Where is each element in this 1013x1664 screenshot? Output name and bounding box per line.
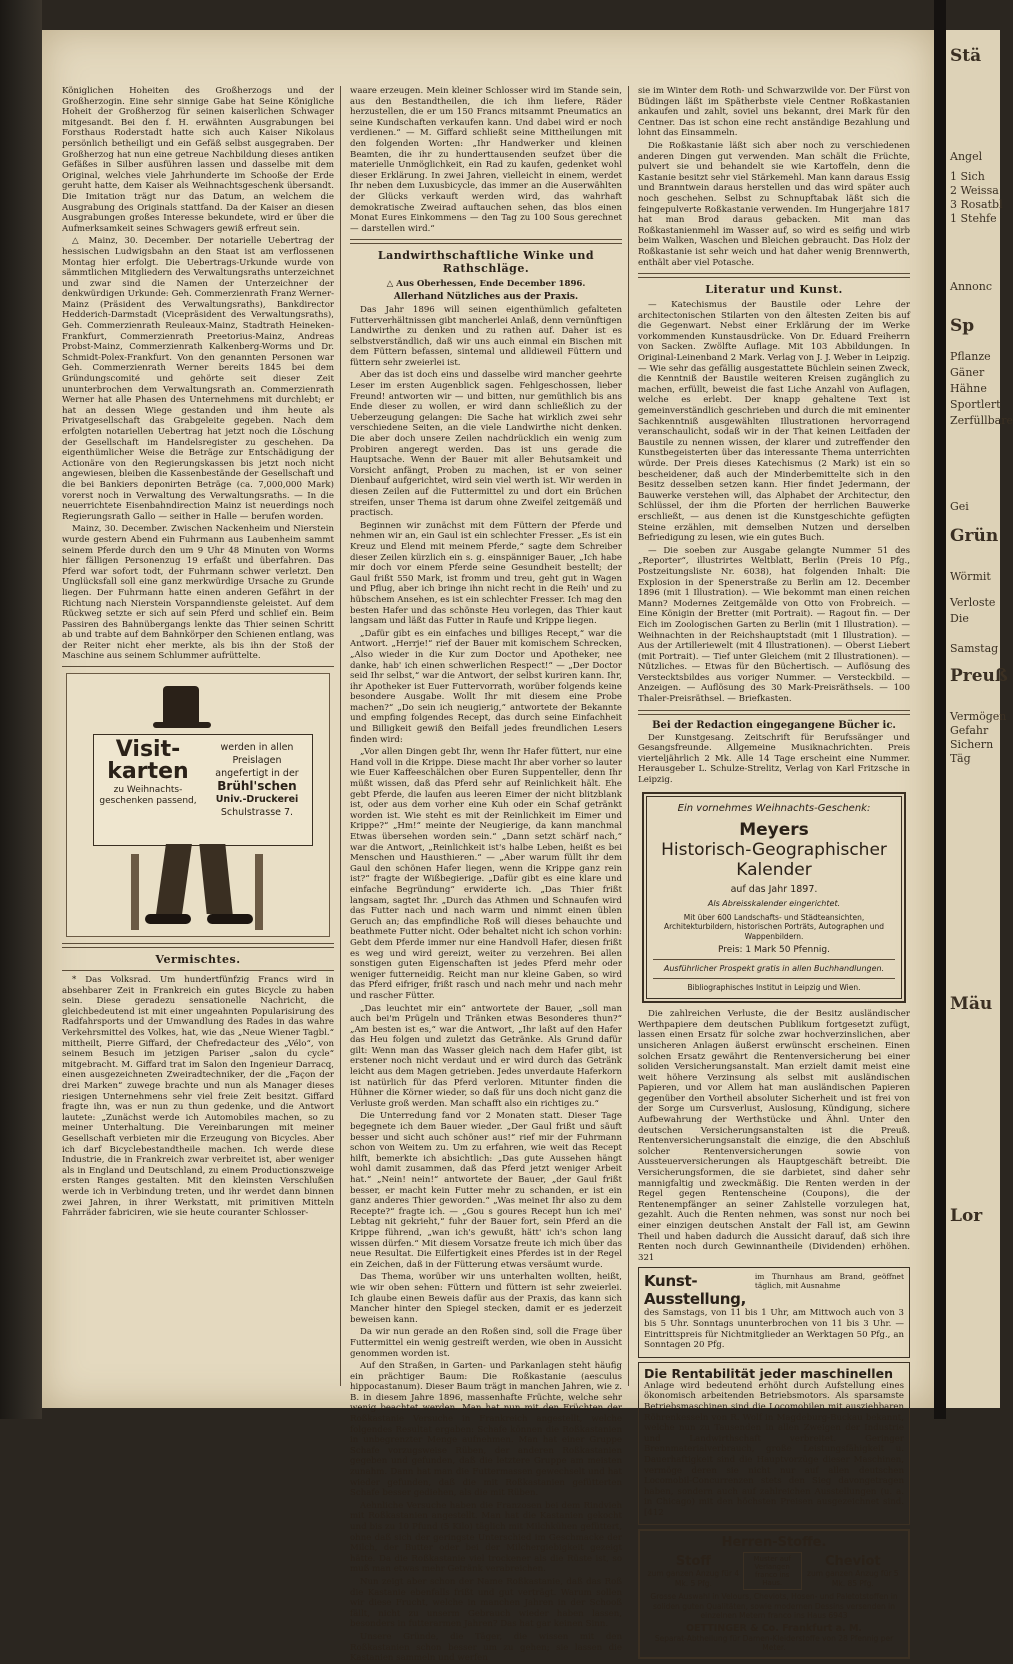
- article-paragraph: waare erzeugen. Mein kleiner Schlosser wird im Stande sein, aus den Bestandtheilen, die ich ihm liefere, Räder herzustellen, die er um 150 Francs mitsammt Pneumatics an seine Kundschaften verkaufen kann. Und dabei wird er noch verdienen.“ — M. Giffard schließt seine Mittheilungen mit den folgenden Worten: „Ihr Handwerker und kleinen Beamten, die ihr zu hunderttausenden seufzet über die materielle Unmöglichkeit, ein Rad zu kaufen, gedenket wohl dieser Erklärung. In zwei Jahren, vielleicht in einem, werdet Ihr neben dem Luxusbicycle, das immer an die Auserwählten der Glücks verkauft werden wird, das wahrhaft demokratische Zweirad auftauchen sehen, das blos einen Monat Eures Einkommens — den Tag zu 100 Sous gerechnet — darstellen wird.“: [350, 86, 622, 234]
- article-paragraph: Die zahlreichen Verluste, die der Besitz ausländischer Werthpapiere dem deutschen Publikum fortgesetzt zufügt, lassen einen Ersatz für solche zwar hochverzinslichen, aber unsicheren Anlagen äußerst erwünscht erscheinen. Einen solchen Ersatz gewährt die Rentenversicherung bei einer soliden Versicherungsanstalt. Man erzielt damit meist eine weit höhere Verzinsung als selbst mit ausländischen Papieren, und vor Allem hat man ausländischen Papieren gegenüber den Vortheil absoluter Sicherheit und ist frei von der Sorge um Cursverlust, Auslosung, Kündigung, sichere Aufbewahrung der Werthstücke und Ähnl. Unter den deutschen Versicherungsanstalten ist die Preuß. Rentenversicherungsanstalt die einzige, die den Abschluß solcher Rentenversicherungen sowie von Aussteuerversicherungen als Hauptgeschäft betreibt. Die Versicherungsformen, die sie darbietet, sind daher sehr mannigfaltig und zweckmäßig. Die Renten werden in der Regel gegen Rentenscheine (Coupons), die der Rentenempfänger an seiner Zahlstelle vorzulegen hat, gezahlt. Auch die Renten nehmen, was sonst nur noch bei einer einzigen deutschen Anstalt der Fall ist, am Gewinn Theil und haben dadurch die Aussicht darauf, daß sich ihre Renten noch durch Gewinnantheile (Dividenden) erhöhen. 321: [638, 1009, 910, 1263]
- meyers-description: Mit über 600 Landschafts- und Städteansichten, Architekturbildern, historischen Porträts, Autographen und Wappenbildern.: [664, 912, 884, 941]
- divider: [653, 978, 895, 979]
- hat-brim: [153, 722, 211, 728]
- rent-title: Die Rentabilität jeder maschinellen: [644, 1365, 893, 1381]
- fragment-text: Die: [950, 612, 969, 625]
- article-paragraph: Aber das ist doch eins und dasselbe wird mancher geehrte Leser im ersten Augenblick sagen. Fehlgeschossen, lieber Freund! antworten wir — und bitten, nur gemüthlich bis ans Ende dieser zu wollen, er wird dann schließlich zu der Ueberzeugung gelangen: Die Sache hat wirklich zwei sehr verschiedene Seiten, an die viele Landwirthe nicht denken. Die aber doch unsere Zeilen nachdrücklich ein wenig zum Probiren angeregt werden. Das ist uns gerade die Hauptsache. Wenn der Bauer mit aller Behutsamkeit und Vorsicht anfängt, Proben zu machen, ist er von seiner Dienbauf aufgerichtet, wird sein viel werth ist. Wir werden in diesen Zeilen auf die Futtermittel zu und dort ein Brüchen streifen, unser Thema ist darum ohne Zweifel zeitgemäß und practisch.: [350, 370, 622, 519]
- fragment-text: 3 Rosatbl: [950, 198, 1003, 211]
- ad-address: Schulstrasse 7.: [220, 807, 294, 819]
- section-title-buecher: Bei der Redaction eingegangene Bücher ic.: [652, 719, 896, 731]
- article-paragraph: sie im Winter dem Roth- und Schwarzwilde vor. Der Fürst von Büdingen läßt im Spätherbste viele Centner Roßkastanien ankaufen und zahlt, soviel uns bekannt, drei Mark für den Centner. Das ist schon eine recht anständige Bezahlung und lohnt das Einsammeln.: [638, 86, 910, 139]
- column-3: [638, 86, 910, 1653]
- reading-man-illustration: [127, 844, 267, 930]
- article-paragraph: Das Jahr 1896 will seinen eigenthümlich gefalteten Futterverhältnissen gibt mancherlei Anlaß, denn vernünftigen Landwirthe zu denken und zu rathen auf. Daher ist es selbstverständlich, daß wir uns auch einmal ein Bischen mit dem Füttern befassen, sintemal und alldieweil Füttern und füttern sehr zweierlei ist.: [350, 304, 622, 368]
- article-paragraph: * Das Volksrad. Um hundertfünfzig Francs wird in absehbarer Zeit in Frankreich ein gutes Bicycle zu haben sein. Diese geradezu sensationelle Nachricht, die gleichbedeutend ist mit einer ungeahnten Popularisirung des Radfahrsports und der Umwandlung des Rades in das wahre Verkehrsmittel des Volkes, hat, wie das „Neue Wiener Tagbl.“ mittheilt, Pierre Giffard, der Chefredacteur des „Vélo“, von seinem Besuch im jetzigen Pariser „salon du cycle“ mitgebracht. M. Giffard trat im Salon den Ingenieur Darracq, einen ausgezeichneten Zweiradtechniker, der die „Façon der drei Marken“ zuwege brachte und nun als Manager dieses riesigen Unternehmens sehr viel freie Zeit besitzt. Giffard fragte ihn, was er nun zu thun gedenke, und die Antwort lautete: „Zunächst werde ich Automobiles machen, so zu meiner Unterhaltung. Die Vereinbarungen mit meiner Gesellschaft verbieten mir die Erzeugung von Bicycles. Aber ich darf Bicyclebestandtheile machen. Ich werde diese Industrie, die in Frankreich zwar verbreitet ist, aber weniger als in England und Deutschland, zu einem Productionszweige ersten Ranges gestalten. Mit den kleinsten Verschlußen werde ich in Verbindung treten, und ihr werdet dann binnen zwei Jahren, in ihrer Werkstatt, mit primitiven Mitteln Fahrräder fabriciren, wie sie heute couranter Schlosser-: [62, 975, 334, 1219]
- meyers-subtitle: Historisch-Geographischer Kalender: [661, 839, 887, 880]
- article-subtitle: Allerhand Nützliches aus der Praxis.: [393, 291, 579, 302]
- fragment-text: Wörmit: [950, 570, 991, 583]
- ad-right-text: werden in allen Preislagen angefertigt in der: [215, 742, 299, 780]
- herren-offer-row: [644, 1552, 904, 1590]
- herren-sub: Separat-Abtheilung für Damen-Kleiderstoffe von 28 Pfennig per Meter.: [654, 1633, 894, 1653]
- ad-right-panel: [206, 741, 308, 819]
- kunst-body: des Samstags, von 11 bis 1 Uhr, am Mittwoch auch von 3 bis 5 Uhr. Sonntags ununterbrochen von 11 bis 3 Uhr. — Eintrittspreis für Nichtmitglieder an Werktagen 50 Pfg., an Sonntagen 20 Pfg.: [644, 1308, 904, 1351]
- fragment-text: Verloste: [950, 596, 996, 609]
- fragment-text: Vermögen: [950, 710, 1007, 723]
- meyers-title: Meyers: [739, 819, 809, 840]
- column-rule: [628, 86, 629, 1386]
- fragment-text: Gäner: [950, 366, 985, 379]
- muster-box: Muster auf Verlangen franco ins Haus.: [743, 1552, 802, 1590]
- divider: [62, 970, 334, 971]
- fragment-text: Preuß: [950, 666, 1008, 686]
- article-paragraph: Die Roßkastanie läßt sich aber noch zu verschiedenen anderen Dingen gut verwenden. Man schält die Früchte, pulvert sie und behandelt sie wie Kartoffeln, denn die Kastanie besitzt sehr viel Stärkemehl. Man kann daraus Essig und Branntwein daraus herstellen und das wird später auch noch geschehen. Selbst zu Schnupftabak läßt sich die feingepulverte Roßkastanie verwenden. Im Hungerjahre 1817 hat man Brod daraus gebacken. Mit man das Roßkastanienmehl im Wasser auf, so wird es seifig und wirb beim Walken, Waschen und Bleichen gebraucht. Das Holz der Roßkastanie ist sehr weich und hat daher wenig Brennwerth, enthält aber viel Potasche.: [638, 140, 910, 268]
- article-paragraph: Auf den Straßen, in Garten- und Parkanlagen steht häufig ein prächtiger Baum: Die Roßkastanie (aesculus hippocastanum). Dieser Baum trägt in manchen Jahren, wie z. B. in diesem Jahre 1896, massenhafte Früchte, welche sehr wenig beachtet werden. Man hat nun mit den Früchten der Roßkastanie Versuche in Frankreich angestellt, welche folgendes Resultat ergaben: Schafe können die Roßkastanien in unbegrenzter Menge aufnehmen. Man hat einer Gruppe Schafe vorzugsweise Rüben, der anderen Roßkastanien gegeben und gefunden, daß die letztere Gruppe am meisten zunahm. Dann hat man die Futtermassen gewechselt und hat wieder gefunden, daß die mit Roßkastanien gefütterten Schafe besser gediehen, als die mit Rüben.: [350, 1361, 622, 1499]
- leg-shape: [199, 844, 232, 914]
- herren-title: Herren-Stoffe.: [721, 1535, 827, 1551]
- column-2: [350, 86, 622, 1664]
- fragment-text: 1 Sich: [950, 170, 985, 183]
- herren-description: Grosse Auswahl in Velours, Cheviots, Hosen- und Paletotstoffen in soliden guten Qualitäten, sowie modernen Dessins versenden in einzelnen Metern franco ins Haus 6943: [650, 1592, 898, 1621]
- section-title-literatur: Literatur und Kunst.: [705, 283, 843, 297]
- shoe-shape: [145, 914, 191, 924]
- fragment-text: 2 Weissa: [950, 184, 999, 197]
- herren-stoffe-advertisement: [638, 1529, 910, 1659]
- adjacent-page-fragment: [946, 30, 1013, 1408]
- divider: [653, 959, 895, 960]
- section-title-vermischtes: Vermischtes.: [155, 953, 241, 967]
- meyers-prospekt: Ausführlicher Prospekt gratis in allen Buchhandlungen.: [663, 964, 885, 974]
- article-paragraph: Der Kunstgesang. Zeitschrift für Berufssänger und Gesangsfreunde. Allgemeine Musiknachrichten. Preis vierteljährlich 2 Mk. Alle 14 Tage erscheint eine Nummer. Herausgeber L. Schulze-Strelitz, Verlag von Karl Fritzsche in Leipzig.: [638, 732, 910, 786]
- fragment-text: Hähne: [950, 382, 987, 395]
- article-paragraph: Die Unterredung fand vor 2 Monaten statt. Dieser Tage begegnete ich dem Bauer wieder. „Der Gaul frißt und säuft besser und sicht auch schöner aus!“ rief mir der Fuhrmann schon von Weitem zu. Um zu erfahren, wie weit das Recept hilft, bemerkte ich absichtlich: „Das gute Aussehen hängt wohl damit zusammen, daß das Pferd jetzt weniger Arbeit hat.“ „Nein! nein!“ antwortete der Bauer, „der Gaul frißt besser, er macht kein Futter mehr zu schanden, er ist ein ganz anderes Thier geworden.“ „Was meinet Ihr also zu dem Recepte?“ fragte ich. — „Gou s goures Recept hun ich mei' Lebtag nit gekrieht,“ fuhr der Bauer fort, sein Pferd an die Krippe führend, „wan ich's gewußt, hätt' ich's schon lang wissen dürfen.“ Mit diesem Vorsatze freute ich mich über das neue Resultat. Die Eilfertigkeit eines Pferdes ist in der Regel ein Zeichen, daß in der Fütterung etwas versäumt wurde.: [350, 1111, 622, 1270]
- kunst-title: Kunst-Ausstellung,: [644, 1272, 746, 1309]
- article-paragraph: Beginnen wir zunächst mit dem Füttern der Pferde und nehmen wir an, ein Gaul ist ein schlechter Fresser. „Es ist ein Kreuz und Elend mit meinem Pferde,“ sagte dem Schreiber dieser Zeilen kürzlich ein s. g. einspänniger Bauer, „Ich habe mir doch vor einem Pferde seine Gesundheit bestellt; der Gaul frißt 550 Mark, ist fromm und treu, geht gut in Wagen und Pflug, aber ich bringe ihn nicht recht in die Reih' und zu hübschem Ansehen, es ist ein schlechter Fresser. Ich mag den besten Hafer und das schönste Heu vorlegen, das Thier kaut langsam und läßt das Futter in Raufe und Krippe liegen.: [350, 520, 622, 627]
- article-paragraph: „Dafür gibt es ein einfaches und billiges Recept,“ war die Antwort. „Herrje!“ rief der Bauer mit komischem Schrecken, „Also wieder in die Kur zum Doctor und Apotheker, nee danke, hab' ich einen schwerlichen Respect!“ — „Der Doctor seid Ihr selbst,“ war die Antwort, der selbst kuriren kann. Ihr, ihr Apotheker ist Euer Futtervorrath, worüber folgends keine besondere Ausgabe. Wollt Ihr mit diesem eine Probe machen?“ „Do sein ich neugierig,“ antwortete der Bekannte und empfing folgendes Recept, das durch seine Einfachheit und Billigkeit gewiß den Beifall jedes freundlichen Lesers finden wird:: [350, 628, 622, 745]
- shoe-shape: [207, 914, 253, 924]
- ad-word-2: karten: [107, 759, 189, 785]
- double-divider: [350, 239, 622, 244]
- page-gutter: [934, 0, 946, 1419]
- fragment-text: Zerfüllbare: [950, 414, 1013, 427]
- fragment-text: Mäu: [950, 994, 993, 1014]
- article-paragraph: Königlichen Hoheiten des Großherzogs und der Großherzogin. Eine sehr sinnige Gabe hat Seine Königliche Hoheit der Großherzog für seinen kaiserlichen Schwager mitgesandt. Bei den f. H. erwähnten Ausgrabungen bei Forsthaus Roderstadt hatte sich auch Kaiser Nikolaus persönlich betheiligt und ein Gefäß selbst ausgegraben. Der Großherzog hat nun eine getreue Nachbildung dieses antiken Gefäßes in Silber ausführen lassen und dasselbe mit dem Original, welches viele Jahrhunderte im Schooße der Erde geruht hatte, dem Kaiser als Weihnachtsgeschenk übersandt. Die Imitation trägt nur das Datum, an welchem die Ausgrabung des Originals stattfand. Da der Kaiser an diesen Ausgrabungen großes Interesse bekundete, wird er über die Aufmerksamkeit seines Schwagers gewiß erfreut sein.: [62, 86, 334, 234]
- article-paragraph: Da wir nun gerade an den Roßen sind, soll die Frage über Futtermittel ein wenig gestreift werden, wie oben in Aussicht genommen worden ist.: [350, 1327, 622, 1359]
- fragment-text: Sp: [950, 316, 975, 336]
- ad-left-panel: [98, 739, 198, 807]
- herren-firm: OETTINGER & Co. Frankfurt a. M.: [685, 1622, 863, 1634]
- fragment-text: Angel: [950, 150, 983, 163]
- fragment-text: Pflanze: [950, 350, 991, 363]
- ad-small-text: zu Weihnachts-geschenken passend,: [99, 785, 197, 807]
- article-paragraph: „Vor allen Dingen gebt Ihr, wenn Ihr Hafer füttert, nur eine Hand voll in die Krippe. Diese macht Ihr aber vorher so lauter wie Euer Kaffeeschälchen ober Euren Suppenteller, denn Ihr müßt wissen, daß das Pferd sehr auf Reinlichkeit hält. Ehe gebt Pferde, die laufen aus leeren Eimer der nicht blitzblank ist, oder aus dem vorher eine Kuh oder ein Schaf getränkt worden ist. Wie steht es mit der Reinlichkeit im Eimer und Krippe?“ „Hm!“ meinte der Neugierige, da kann manchmal Etwas übersehen worden sein.“ „Dann setzt schärf nach,“ war die Antwort, „Reinlichkeit ist's halbe Leben, heißt es bei Menschen und Hausthieren.“ — „Aber warum füllt ihr dem Gaul den schönen Hafer liegen, wenn die Krippe ganz rein ist?“ fragte der Wißbegierige. „Dafür gibt es eine klare und einfache Begründung“ erwiderte ich. „Das Thier frißt langsam, sagtet Ihr. „Durch das Athmen und Schnaufen wird das Futter nach und nach warm und nimmt einen üblen Geruch an; das empfindliche Roß will dieses behauchte und beathmete Futter nicht. Oder behaltet nicht ich schon vorhin: Gebt dem Pferde immer nur eine Handvoll Hafer, diesen frißt es weg und wird gereizt, weiter zu verzehren. Bei allen sonstigen guten Eigenschaften ist jedes Pferd mehr oder weniger futterneidig. Reicht man nur kleine Gaben, so wird das Pferd eifriger, frißt rasch und nach mehr und nach mehr und rascher Fütter.: [350, 747, 622, 1001]
- newspaper-page: [42, 30, 934, 1664]
- newspaper-sheet: [93, 734, 313, 846]
- double-divider: [638, 273, 910, 278]
- article-paragraph: Nun zeigt aber schon der Name Roßkastanie, daß das Roß die Kastanie ebenfalls frißt und gut verträgt. Warum sollen wir diese Frucht, welche in manchen Jahren in der Schooß fällt, nicht zu unserm Gebrauch wieder haben lassen, besonders in futterarmen Jahren? Das hat gar keinen Sinn.: [350, 1576, 622, 1630]
- fragment-text: Gei: [950, 500, 969, 513]
- article-paragraph: — Katechismus der Baustile oder Lehre der architectonischen Stilarten von den ältesten Zeiten bis auf die Gegenwart. Nebst einer Erklärung der im Werke vorkommenden Kunstausdrücke. Von Dr. Eduard Freiherrn von Sacken. Zwölfte Auflage. Mit 103 Abbildungen. In Original-Leinenband 2 Mark. Verlag von J. J. Weber in Leipzig. — Wie sehr das gefällig ausgestattete Büchlein seinen Zweck, die Kenntniß der Baustile weiteren Kreisen zugänglich zu machen, erfüllt, beweist die fast Liche Anzahl von Auflagen, welche es erlebt. Der knapp gehaltene Text ist gemeinverständlich geschrieben und durch die mit eminenter Sachkenntniß ausgewählten Illustrationen hervorragend veranschaulicht, sodaß wir in der That keinen Leitfaden der Baustile zu nennen wissen, der klarer und zutreffender den Kunstbegeisterten über das interessante Thema unterrichten würde. Der Preis dieses Katechismus (2 Mark) ist ein so bescheidener, daß auch der Minderbemittelte sich in den Besitz desselben setzen kann. Hier findet Jedermann, der Bauwerke verstehen will, das Alphabet der Architectur, den Schlüssel, der ihm die Pforten der herrlichen Bauwerke erschließt, — aus denen ist die Kunstgeschichte gefügten Steine erzählen, mit demselben Nutzen und derselben Befriedigung zu lesen, wie ein gutes Buch.: [638, 300, 910, 544]
- chair-leg: [255, 854, 263, 930]
- meyers-note: Als Abreisskalender eingerichtet.: [707, 898, 841, 908]
- stoff-label: Stoff: [675, 1554, 711, 1570]
- cheviot-offer: [802, 1554, 904, 1588]
- double-divider: [62, 943, 334, 948]
- stoff-offer: [644, 1554, 743, 1588]
- meyers-price: Preis: 1 Mark 50 Pfennig.: [718, 945, 830, 956]
- article-paragraph: — Die soeben zur Ausgabe gelangte Nummer 51 des „Reporter“, illustrirtes Weltblatt, Berlin (Preis 10 Pfg., Postzeitungsliste Nr. 6038), hat folgenden Inhalt: Die Explosion in der Spenerstraße zu Berlin am 12. December 1896 (mit 1 Illustration). — Wie bekommt man einen reichen Mann? Modernes Zeitgemälde von Otto von Frobreich. — Eine Königin der Bretter (mit Portrait). — Ragout fin. — Der Eich im Zoologischen Garten zu Berlin (mit 1 Illustration). — Weihnachten in der Reichshauptstadt (mit 1 Illustration). — Aus der Artilleriewelt (mit 4 Illustrationen). — Oberst Liebert (mit Portrait). — Tief unter Gleichem (mit 2 Illustrationen). — Nützliches. — Etwas für den Büchertisch. — Auflösung des Verstecktsbildes aus voriger Nummer. — Versteckbild. — Anzeigen. — Auflösung des 30 Mark-Preisräthsels. — 100 Thaler-Preisräthsel. — Briefkasten.: [638, 545, 910, 705]
- article-paragraph: Mainz, 30. December. Zwischen Nackenheim und Nierstein wurde gestern Abend ein Fuhrmann aus Laubenheim sammt seinem Pferde durch den um 9 Uhr 48 Minuten von Worms hier fälligen Personenzug 19 erfaßt und überfahren. Das Pferd war sofort todt, der Fuhrmann schwer verletzt. Den Unglücksfall soll eine ganz merkwürdige Ursache zu Grunde liegen. Der Fuhrmann hatte einen anderen Gefährt in der Richtung nach Nierstein Vorspanndienste geleistet. Auf dem Rückweg setzte er sich auf sein Pferd und schlief ein. Beim Passiren des Bahnübergangs lenkte das Thier seinen Schritt ab und trabte auf dem Bahnkörper den Schienen entlang, was der Reiter nicht eher merkte, als bis ihn der Stoß der Maschine aus seinem Schlummer aufrüttelte.: [62, 524, 334, 662]
- fragment-text: Sichern: [950, 738, 994, 751]
- kunst-header: [644, 1272, 904, 1308]
- section-title-landwirthschaft: Landwirthschaftliche Winke und Rathschläge.: [377, 249, 595, 276]
- fragment-text: Samstag: [950, 642, 999, 655]
- divider: [62, 666, 334, 667]
- article-paragraph: △ Mainz, 30. December. Der notarielle Uebertrag der hessischen Ludwigsbahn an den Staat ist am verflossenen Montag hier erfolgt. Die Uebertrags-Urkunde wurde von sämmtlichen Mitgliedern des Verwaltungsraths unterzeichnet und zwar sind die Namen der Unterzeichner der denkwürdigen Urkunde: Geh. Commerzienrath Franz Werner-Mainz (Präsident des Verwaltungsraths), Bankdirector Hedderich-Darmstadt (Vicepräsident des Verwaltungsraths), Geh. Commerzienrath Reuleaux-Mainz, Stadtrath Heineken-Frankfurt, Commerzienrath Preetorius-Mainz, Andreas Probst-Mainz, Commerzienrath Kalkenberg-Worms und Dr. Schmidt-Polex-Frankfurt. Von den genannten Personen war Geh. Commerzienrath Werner bereits 1845 bei dem Gründungscomité und gehörte seit dieser Zeit ununterbrochen dem Verwaltungsrath an. Commerzienrath Werner hat alle Phasen des Unternehmens mit durchlebt; er hat an dessen Wiege gestanden und ihm heute als Privatgesellschaft das Grabgeleite gegeben. Nach dem erfolgten notariellen Uebertrag hat jetzt noch die Löschung der Gesellschaft im Handelsregister zu geschehen. Da eigenthümlicher Weise die Beträge zur Entschädigung der Actionäre von den Regierungskassen bis jetzt noch nicht angewiesen, bleiben die Kassenbestände der Gesellschaft und die bei Bankiers deponirten Beträge (ca. 7,000,000 Mark) vorerst noch in Verwaltung des Verwaltungsraths. — In die neuerrichtete Eisenbahndirection Mainz ist neuerdings noch Regierungsrath Gallo — seither in Halle — berufen worden.: [62, 236, 334, 522]
- rentabilitaet-advertisement: [638, 1362, 910, 1526]
- fragment-text: Grün: [950, 526, 999, 546]
- kunst-side-text: im Thurnhaus am Brand, geöffnet täglich, mit Ausnahme: [754, 1272, 904, 1291]
- top-hat-icon: [163, 686, 199, 726]
- stoff-price: zum ganzen Anzug für 4 Mk. 5 Pfg.: [647, 1569, 740, 1588]
- meyers-kicker: Ein vornehmes Weihnachts-Geschenk:: [677, 802, 871, 814]
- article-paragraph: Das Thema, worüber wir uns unterhalten wollten, heißt, wie wir oben sehen: Füttern und füttern ist sehr zweierlei. Ich glaube einen Beweis dafür aus der Praxis, das kann sich Mancher hinter den Spiegel stecken, damit er es jederzeit beweisen kann.: [350, 1272, 622, 1325]
- meyers-kalender-advertisement: [642, 792, 906, 1004]
- fragment-text: Stä: [950, 46, 982, 66]
- fragment-text: 1 Stehfe: [950, 212, 997, 225]
- fragment-text: Gefahr: [950, 724, 989, 737]
- rent-body: Anlage wird bedeutend erhöht durch Aufstellung eines ökonomisch arbeitenden Betriebsmotors. Als sparsamste Betriebsmaschinen sind die Locomobilen mit ausziehbaren Röhrenkesseln von R. Wolf in Magdeburg-Buckau bekannt, welche nun zu Tausenden in allen Zweigen der Industrie und Landwirthschaft verbreitet. Geringer Brennmaterialverbrauch, große Leistungsfähigkeit u. Dauerhaftigkeit sind die Hauptvorzüge dieser Maschinen, vermöge deren sie nicht nur auf allen deutschen Locomobil-Concurrenzen stets den Sieg davongetragen haben, sondern auch auf zahlreichen Ausstellungen (u. a. in Chicago) mit den höchsten Preisen ausgezeichnet sind. [412: [644, 1380, 904, 1518]
- chair-leg: [131, 854, 139, 930]
- article-paragraph: Unsere Gründe, die Täger, die wissen mit den Roßkastanien schon besser um zu gehen; sie lassen die Kastanien sammeln und werfen: [350, 1631, 622, 1664]
- ad-brand: Brühl'schen: [217, 779, 297, 794]
- book-binding: [0, 0, 42, 1419]
- article-paragraph: Aehnliche Versuche haben die Franzosen bei dem Rindvieh mit Roßkastanien angestellt. Man hat die Kastanien gekocht und bis zu 10 Pfund (5 Kilo) täglich mit Milchkühen gefüttert, ohne daß sich der geringste Unterschied im Geschmacke der Milch, der Butter oder bei der Milchergiebigkeit gezeigt hätte. Da die Roßkastanie viel trockener als die Rüste ist, so muß man etwas mehr Getränk verabreichen.: [350, 1500, 622, 1575]
- kunst-ausstellung-advertisement: [638, 1267, 910, 1357]
- visitkarten-advertisement: [66, 673, 330, 937]
- column-1: [62, 86, 334, 1398]
- double-divider: [638, 710, 910, 715]
- leg-shape: [156, 844, 192, 914]
- fragment-text: Lor: [950, 1206, 983, 1226]
- fragment-text: Täg: [950, 752, 971, 765]
- article-paragraph: „Das leuchtet mir ein“ antwortete der Bauer, „soll man auch bei'm Prügeln und Tränken etwas Besonderes thun?“ „Am besten ist es,“ war die Antwort, „Ihr laßt auf den Hafer das Heu folgen und zuletzt das Getränke. Als Grund dafür gilt: Wenn man das Wasser gleich nach dem Hafer gibt, ist erstener noch nicht verdaut und er wird durch das Getränk leicht aus dem Magen getrieben. Jedes unverdaute Haferkorn ist natürlich für das Pferd verloren. Mitunter finden die Hühner die Körner wieder, so daß für uns doch nicht ganz die Verluste groß werden. Man schafft also ein richtiges zu.“: [350, 1003, 622, 1109]
- column-rule: [340, 86, 341, 1386]
- meyers-publisher: Bibliographisches Institut in Leipzig und Wien.: [687, 983, 861, 993]
- ad-brand-2: Univ.-Druckerei: [215, 794, 299, 806]
- meyers-ad-frame: [646, 796, 902, 1000]
- cheviot-label: Cheviot: [824, 1554, 881, 1570]
- dateline: △ Aus Oberhessen, Ende December 1896.: [386, 279, 586, 290]
- cheviot-price: zum ganzen Anzug für 5 Mk. 85 Pfg.: [807, 1569, 899, 1588]
- meyers-year: auf das Jahr 1897.: [730, 883, 818, 895]
- fragment-text: Annonc: [950, 280, 992, 293]
- ad-word-1: Visit-: [115, 737, 181, 763]
- fragment-text: Sportlert: [950, 398, 1001, 411]
